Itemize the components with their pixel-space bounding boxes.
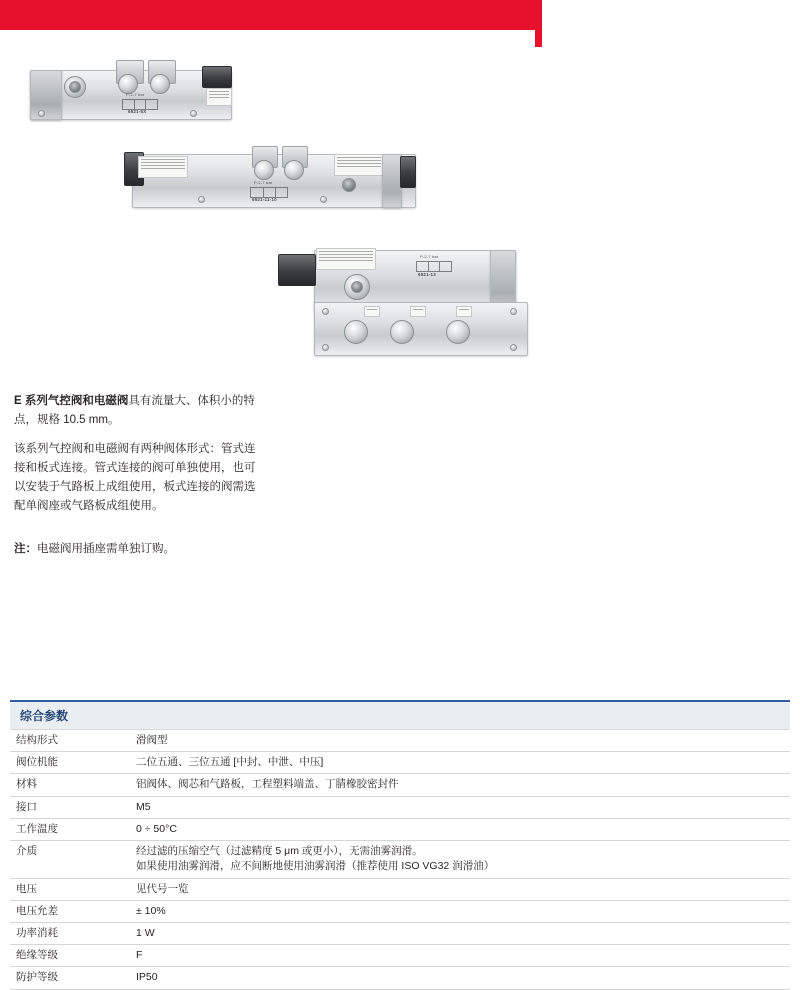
spec-value: F [128, 945, 790, 967]
valve-bottom [260, 232, 526, 372]
specifications-section [10, 700, 790, 990]
spec-key: 介质 [10, 841, 128, 878]
spec-value-line2: 如果使用油雾润滑，应不间断地使用油雾润滑（推荐使用 ISO VG32 润滑油） [136, 860, 495, 873]
header-banner-tail [535, 0, 542, 47]
spec-key: 电压允差 [10, 900, 128, 922]
spec-value: 滑阀型 [128, 730, 790, 752]
spec-value: 铝阀体、阀芯和气路板，工程塑料端盖、丁腈橡胶密封件 [128, 774, 790, 796]
valve-symbol-text: P-2-7 bar [254, 180, 273, 185]
intro-paragraph [14, 392, 264, 430]
valve-code-text: 6521-11-10 [252, 197, 277, 202]
note-text: 电磁阀用插座需单独订购。 [37, 543, 175, 555]
header-banner [0, 0, 535, 30]
valve-code-text: 6521-13 [418, 272, 436, 277]
spec-value: 1 W [128, 922, 790, 944]
table-row [10, 900, 790, 922]
spec-value: IP50 [128, 967, 790, 989]
spec-key: 接口 [10, 796, 128, 818]
valve-symbol-text: P-2-7 bar [126, 92, 145, 97]
spec-value: M5 [128, 796, 790, 818]
specifications-table [10, 729, 790, 990]
spec-value: 二位五通、三位五通 [中封、中泄、中压] [128, 752, 790, 774]
spec-key: 绝缘等级 [10, 945, 128, 967]
table-row [10, 774, 790, 796]
table-row [10, 796, 790, 818]
table-row [10, 841, 790, 878]
table-row [10, 752, 790, 774]
table-row [10, 878, 790, 900]
spec-value: 0 ÷ 50°C [128, 818, 790, 840]
table-row [10, 730, 790, 752]
intro-lead-rest: 具有流量大、体积小的特点，规格 10.5 mm。 [14, 395, 255, 426]
note-label: 注： [14, 543, 37, 555]
valve-middle [124, 142, 414, 222]
table-row [10, 967, 790, 989]
table-row [10, 945, 790, 967]
spec-key: 材料 [10, 774, 128, 796]
spec-key: 功率消耗 [10, 922, 128, 944]
table-row [10, 818, 790, 840]
spec-key: 工作温度 [10, 818, 128, 840]
intro-lead-bold: E 系列气控阀和电磁阀 [14, 395, 129, 407]
table-row [10, 922, 790, 944]
spec-value: ± 10% [128, 900, 790, 922]
spec-value-multiline [128, 841, 790, 878]
specifications-title: 综合参数 [10, 700, 790, 729]
spec-value-line1: 经过滤的压缩空气（过滤精度 5 μm 或更小），无需油雾润滑。 [136, 845, 423, 858]
valve-top [30, 60, 230, 128]
spec-key: 电压 [10, 878, 128, 900]
spec-key: 结构形式 [10, 730, 128, 752]
spec-key: 阀位机能 [10, 752, 128, 774]
spec-key: 防护等级 [10, 967, 128, 989]
description-paragraph: 该系列气控阀和电磁阀有两种阀体形式：管式连接和板式连接。管式连接的阀可单独使用，也可以安装于气路板上成组使用，板式连接的阀需选配单阀座或气路板成组使用。 [14, 443, 256, 512]
valve-symbol-text: P-2-7 bar [420, 254, 439, 259]
valve-code-text: 6521-5X [128, 109, 147, 114]
spec-value: 见代号一览 [128, 878, 790, 900]
product-photo [14, 46, 534, 376]
note-paragraph [14, 540, 264, 559]
